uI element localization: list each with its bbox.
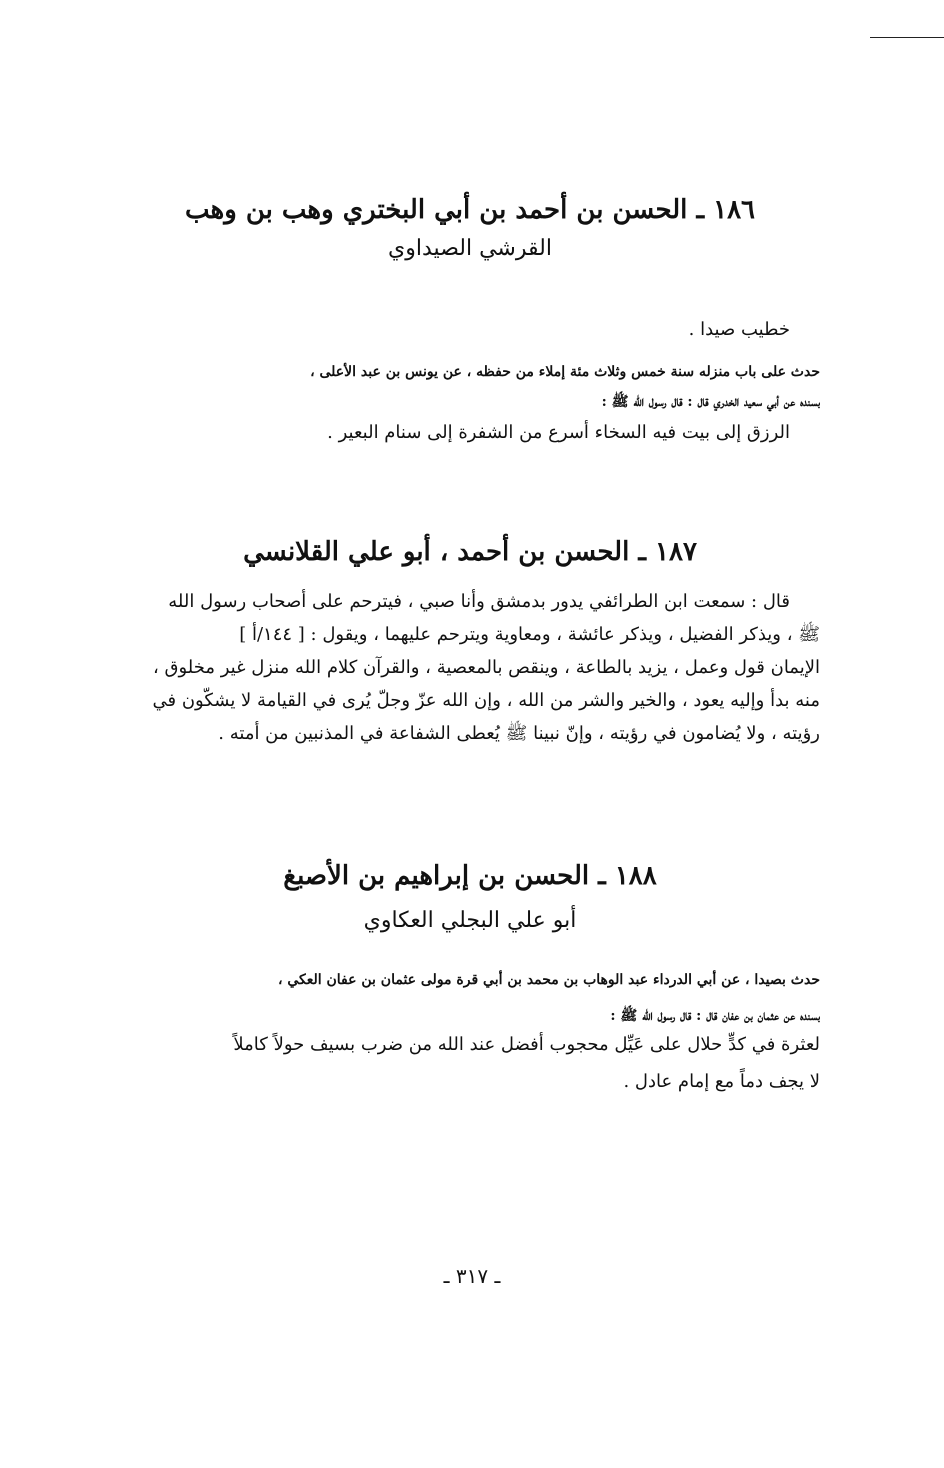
- isnad-line: بسنده عن عثمان بن عفان قال : قال رسول الله ﷺ :: [610, 1008, 820, 1024]
- matn-line: لا يجف دماً مع إمام عادل .: [623, 1071, 820, 1092]
- body-line: الإيمان قول وعمل ، يزيد بالطاعة ، وينقص بالمعصية ، والقرآن كلام الله منزل غير مخلوق ،: [152, 657, 820, 678]
- entry-186-text: [120, 313, 820, 449]
- entry-187-body: [120, 585, 820, 750]
- entry-title: ١٨٨ ـ الحسن بن إبراهيم بن الأصبغ: [283, 861, 657, 891]
- entry-187: [120, 534, 820, 570]
- intro-line: خطيب صيدا .: [688, 319, 790, 340]
- body-line: منه بدأ وإليه يعود ، والخير والشر من الله ، وإن الله عزّ وجلّ يُرى في القيامة لا يشكّون في: [152, 690, 820, 711]
- matn-line: لعثرة في كدٍّ حلال على عَيِّل محجوب أفضل عند الله من ضرب بسيف حولاً كاملاً: [233, 1034, 820, 1055]
- isnad-line: حدث بصيدا ، عن أبي الدرداء عبد الوهاب بن محمد بن أبي قرة مولى عثمان بن عفان العكي ،: [277, 972, 820, 988]
- page-number: ـ ٣١٧ ـ: [443, 1264, 501, 1288]
- isnad-line: بسنده عن أبي سعيد الخدري قال : قال رسول الله ﷺ :: [601, 394, 820, 410]
- body-line: رؤيته ، ولا يُضامون في رؤيته ، وإنّ نبينا ﷺ يُعطى الشفاعة في المذنبين من أمته .: [218, 723, 820, 744]
- entry-subtitle: أبو علي البجلي العكاوي: [363, 908, 577, 933]
- entry-title: ١٨٦ ـ الحسن بن أحمد بن أبي البختري وهب بن وهب: [184, 195, 756, 225]
- top-rule: [870, 37, 944, 38]
- entry-title: ١٨٧ ـ الحسن بن أحمد ، أبو علي القلانسي: [243, 537, 697, 567]
- entry-subtitle: القرشي الصيداوي: [388, 236, 552, 261]
- entry-188-text: [120, 968, 820, 1098]
- entry-186: [120, 192, 820, 266]
- body-line: قال : سمعت ابن الطرائفي يدور بدمشق وأنا صبي ، فيترحم على أصحاب رسول الله: [168, 591, 790, 612]
- body-line: ﷺ ، ويذكر الفضيل ، ويذكر عائشة ، ومعاوية ويترحم عليهما ، ويقول : [ ١٤٤/أ ]: [239, 624, 820, 645]
- entry-188: [120, 858, 820, 938]
- isnad-line: حدث على باب منزله سنة خمس وثلاث مئة إملاء من حفظه ، عن يونس بن عبد الأعلى ،: [310, 364, 820, 380]
- matn-line: الرزق إلى بيت فيه السخاء أسرع من الشفرة إلى سنام البعير .: [327, 422, 790, 443]
